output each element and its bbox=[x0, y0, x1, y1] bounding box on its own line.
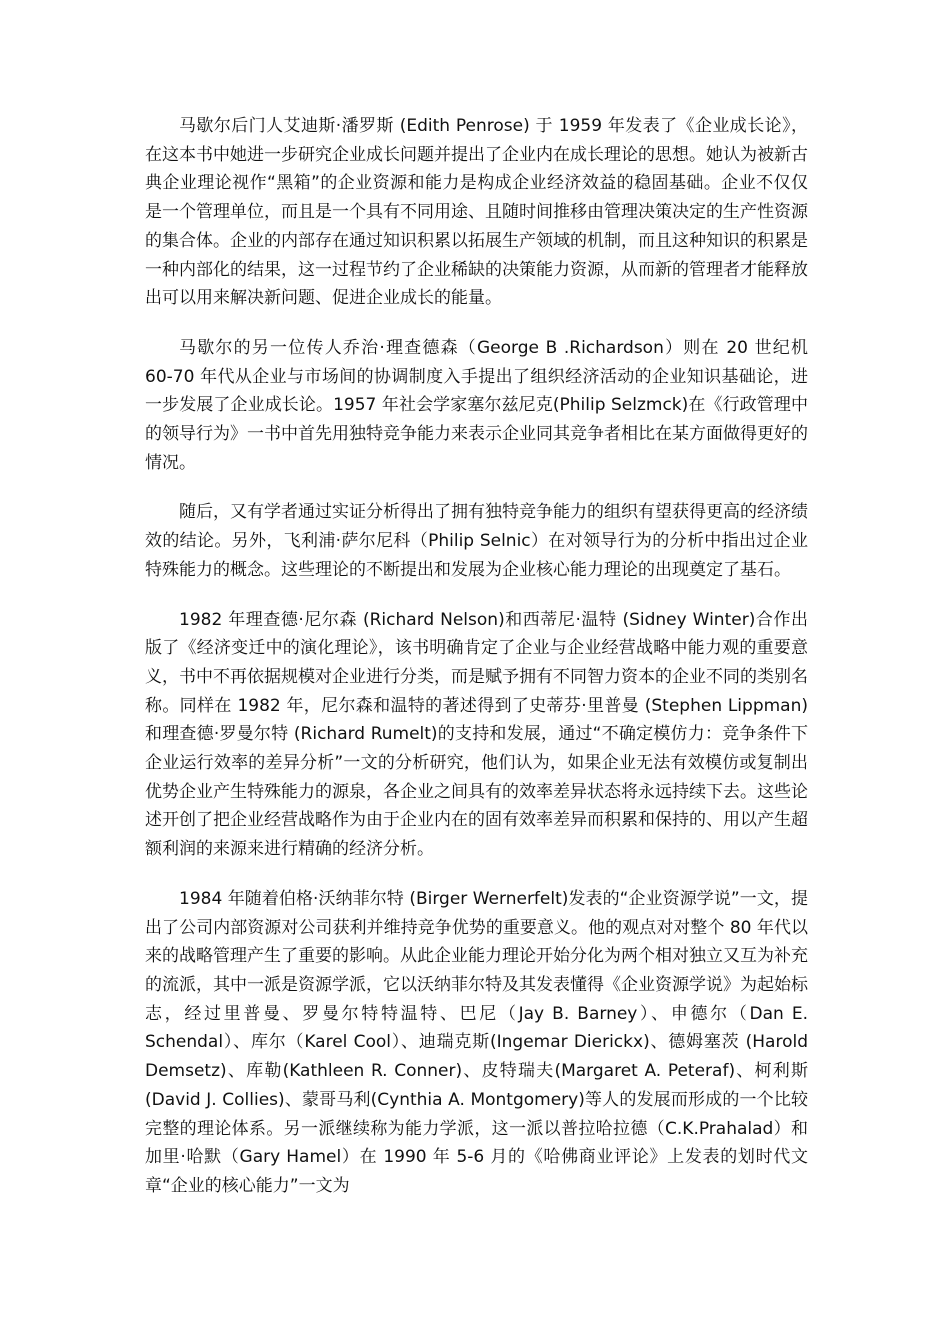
paragraph-selnic: 随后，又有学者通过实证分析得出了拥有独特竞争能力的组织有望获得更高的经济绩效的结论。另外，飞利浦·萨尔尼科（Philip Selnic）在对领导行为的分析中指出过企业特殊能力的概念。这些理论的不断提出和发展为企业核心能力理论的出现奠定了基石。 bbox=[145, 502, 808, 580]
paragraph-richardson: 马歇尔的另一位传人乔治·理查德森（George B .Richardson）则在 20 世纪机 60-70 年代从企业与市场间的协调制度入手提出了组织经济活动的企业知识基础论，进一步发展了企业成长论。1957 年社会学家塞尔兹尼克(Philip Selzmck)在《行政管理中的领导行为》一书中首先用独特竞争能力来表示企业同其竞争者相比在某方面做得更好的情况。 bbox=[145, 337, 808, 473]
paragraph-wernerfelt: 1984 年随着伯格·沃纳菲尔特 (Birger Wernerfelt)发表的“企业资源学说”一文，提出了公司内部资源对公司获利并维持竞争优势的重要意义。他的观点对对整个 80 年代以来的战略管理产生了重要的影响。从此企业能力理论开始分化为两个相对独立又互为补充的流派，其中一派是资源学派，它以沃纳菲尔特及其发表懂得《企业资源学说》为起始标志，经过里普曼、罗曼尔特特温特、巴尼（Jay B. Barney）、申德尔（Dan E. Schendal）、库尔（Karel Cool）、迪瑞克斯(Ingemar Dierickx)、德姆塞茨 (Harold Demsetz)、库勒(Kathleen R. Conner)、皮特瑞夫(Margaret A. Peteraf)、柯利斯 (David J. Collies)、蒙哥马利(Cynthia A. Montgomery)等人的发展而形成的一个比较完整的理论体系。另一派继续称为能力学派，这一派以普拉哈拉德（C.K.Prahalad）和加里·哈默（Gary Hamel）在 1990 年 5-6 月的《哈佛商业评论》上发表的划时代文章“企业的核心能力”一文为 bbox=[145, 888, 808, 1196]
paragraph-penrose: 马歇尔后门人艾迪斯·潘罗斯 (Edith Penrose) 于 1959 年发表了《企业成长论》，在这本书中她进一步研究企业成长问题并提出了企业内在成长理论的思想。她认为被新古典企业理论视作“黑箱”的企业资源和能力是构成企业经济效益的稳固基础。企业不仅仅是一个管理单位，而且是一个具有不同用途、且随时间推移由管理决策决定的生产性资源的集合体。企业的内部存在通过知识积累以拓展生产领域的机制，而且这种知识的积累是一种内部化的结果，这一过程节约了企业稀缺的决策能力资源，从而新的管理者才能释放出可以用来解决新问题、促进企业成长的能量。 bbox=[145, 116, 808, 309]
document-body bbox=[145, 112, 808, 1222]
paragraph-nelson-winter: 1982 年理查德·尼尔森 (Richard Nelson)和西蒂尼·温特 (Sidney Winter)合作出版了《经济变迁中的演化理论》，该书明确肯定了企业与企业经营战略中能力观的重要意义，书中不再依据规模对企业进行分类，而是赋予拥有不同智力资本的企业不同的类别名称。同样在 1982 年，尼尔森和温特的著述得到了史蒂芬·里普曼 (Stephen Lippman) 和理查德·罗曼尔特 (Richard Rumelt)的支持和发展，通过“不确定模仿力：竞争条件下企业运行效率的差异分析”一文的分析研究，他们认为，如果企业无法有效模仿或复制出优势企业产生特殊能力的源泉，各企业之间具有的效率差异状态将永远持续下去。这些论述开创了把企业经营战略作为由于企业内在的固有效率差异而积累和保持的、用以产生超额利润的来源来进行精确的经济分析。 bbox=[145, 609, 808, 860]
